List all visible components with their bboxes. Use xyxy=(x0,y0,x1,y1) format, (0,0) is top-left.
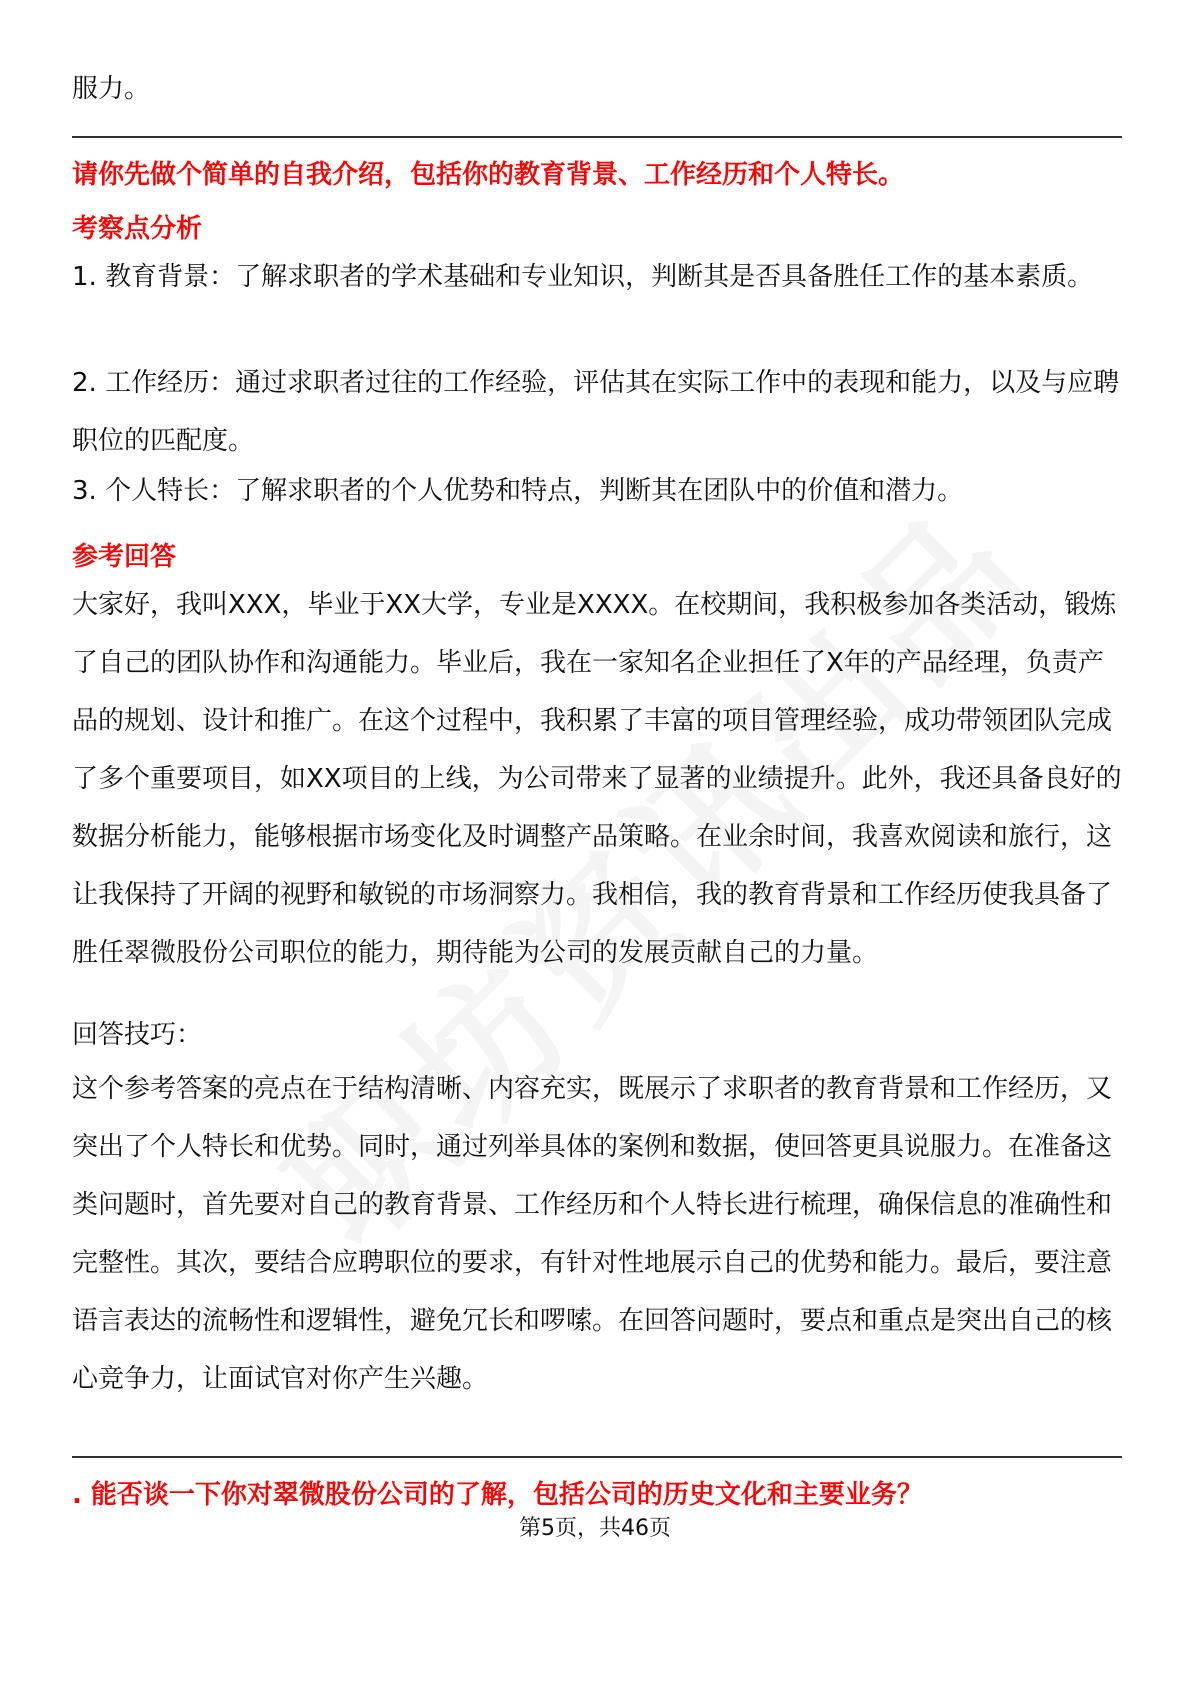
analysis-point-1: 1. 教育背景：了解求职者的学术基础和专业知识，判断其是否具备胜任工作的基本素质。 xyxy=(72,262,1094,292)
tips-heading: 回答技巧： xyxy=(72,1020,203,1050)
analysis-point-3: 3. 个人特长：了解求职者的个人优势和特点，判断其在团队中的价值和潜力。 xyxy=(72,476,964,506)
page-number: 第5页，共46页 xyxy=(519,1516,671,1541)
reference-answer-heading: 参考回答 xyxy=(72,542,177,572)
analysis-heading: 考察点分析 xyxy=(72,214,203,244)
divider-top xyxy=(72,136,1122,138)
reference-answer-body: 大家好，我叫XXX，毕业于XX大学，专业是XXXX。在校期间，我积极参加各类活动，锻炼了自己的团队协作和沟通能力。毕业后，我在一家知名企业担任了X年的产品经理，负责产品的规划、设计和推广。在这个过程中，我积累了丰富的项目管理经验，成功带领团队完成了多个重要项目，如XX项目的上线，为公司带来了显著的业绩提升。此外，我还具备良好的数据分析能力，能够根据市场变化及时调整产品策略。在业余时间，我喜欢阅读和旅行，这让我保持了开阔的视野和敏锐的市场洞察力。我相信，我的教育背景和工作经历使我具备了胜任翠微股份公司职位的能力，期待能为公司的发展贡献自己的力量。 xyxy=(72,590,1122,968)
previous-answer-fragment: 服力。 xyxy=(72,74,151,104)
next-question-heading: . 能否谈一下你对翠微股份公司的了解，包括公司的历史文化和主要业务？ xyxy=(72,1480,923,1510)
divider-bottom xyxy=(72,1456,1122,1458)
question-heading: 请你先做个简单的自我介绍，包括你的教育背景、工作经历和个人特长。 xyxy=(72,160,905,190)
tips-body: 这个参考答案的亮点在于结构清晰、内容充实，既展示了求职者的教育背景和工作经历，又突出了个人特长和优势。同时，通过列举具体的案例和数据，使回答更具说服力。在准备这类问题时，首先要对自己的教育背景、工作经历和个人特长进行梳理，确保信息的准确性和完整性。其次，要结合应聘职位的要求，有针对性地展示自己的优势和能力。最后，要注意语言表达的流畅性和逻辑性，避免冗长和啰嗦。在回答问题时，要点和重点是突出自己的核心竞争力，让面试官对你产生兴趣。 xyxy=(72,1074,1113,1394)
analysis-point-2: 2. 工作经历：通过求职者过往的工作经验，评估其在实际工作中的表现和能力，以及与应聘职位的匹配度。 xyxy=(72,368,1120,456)
